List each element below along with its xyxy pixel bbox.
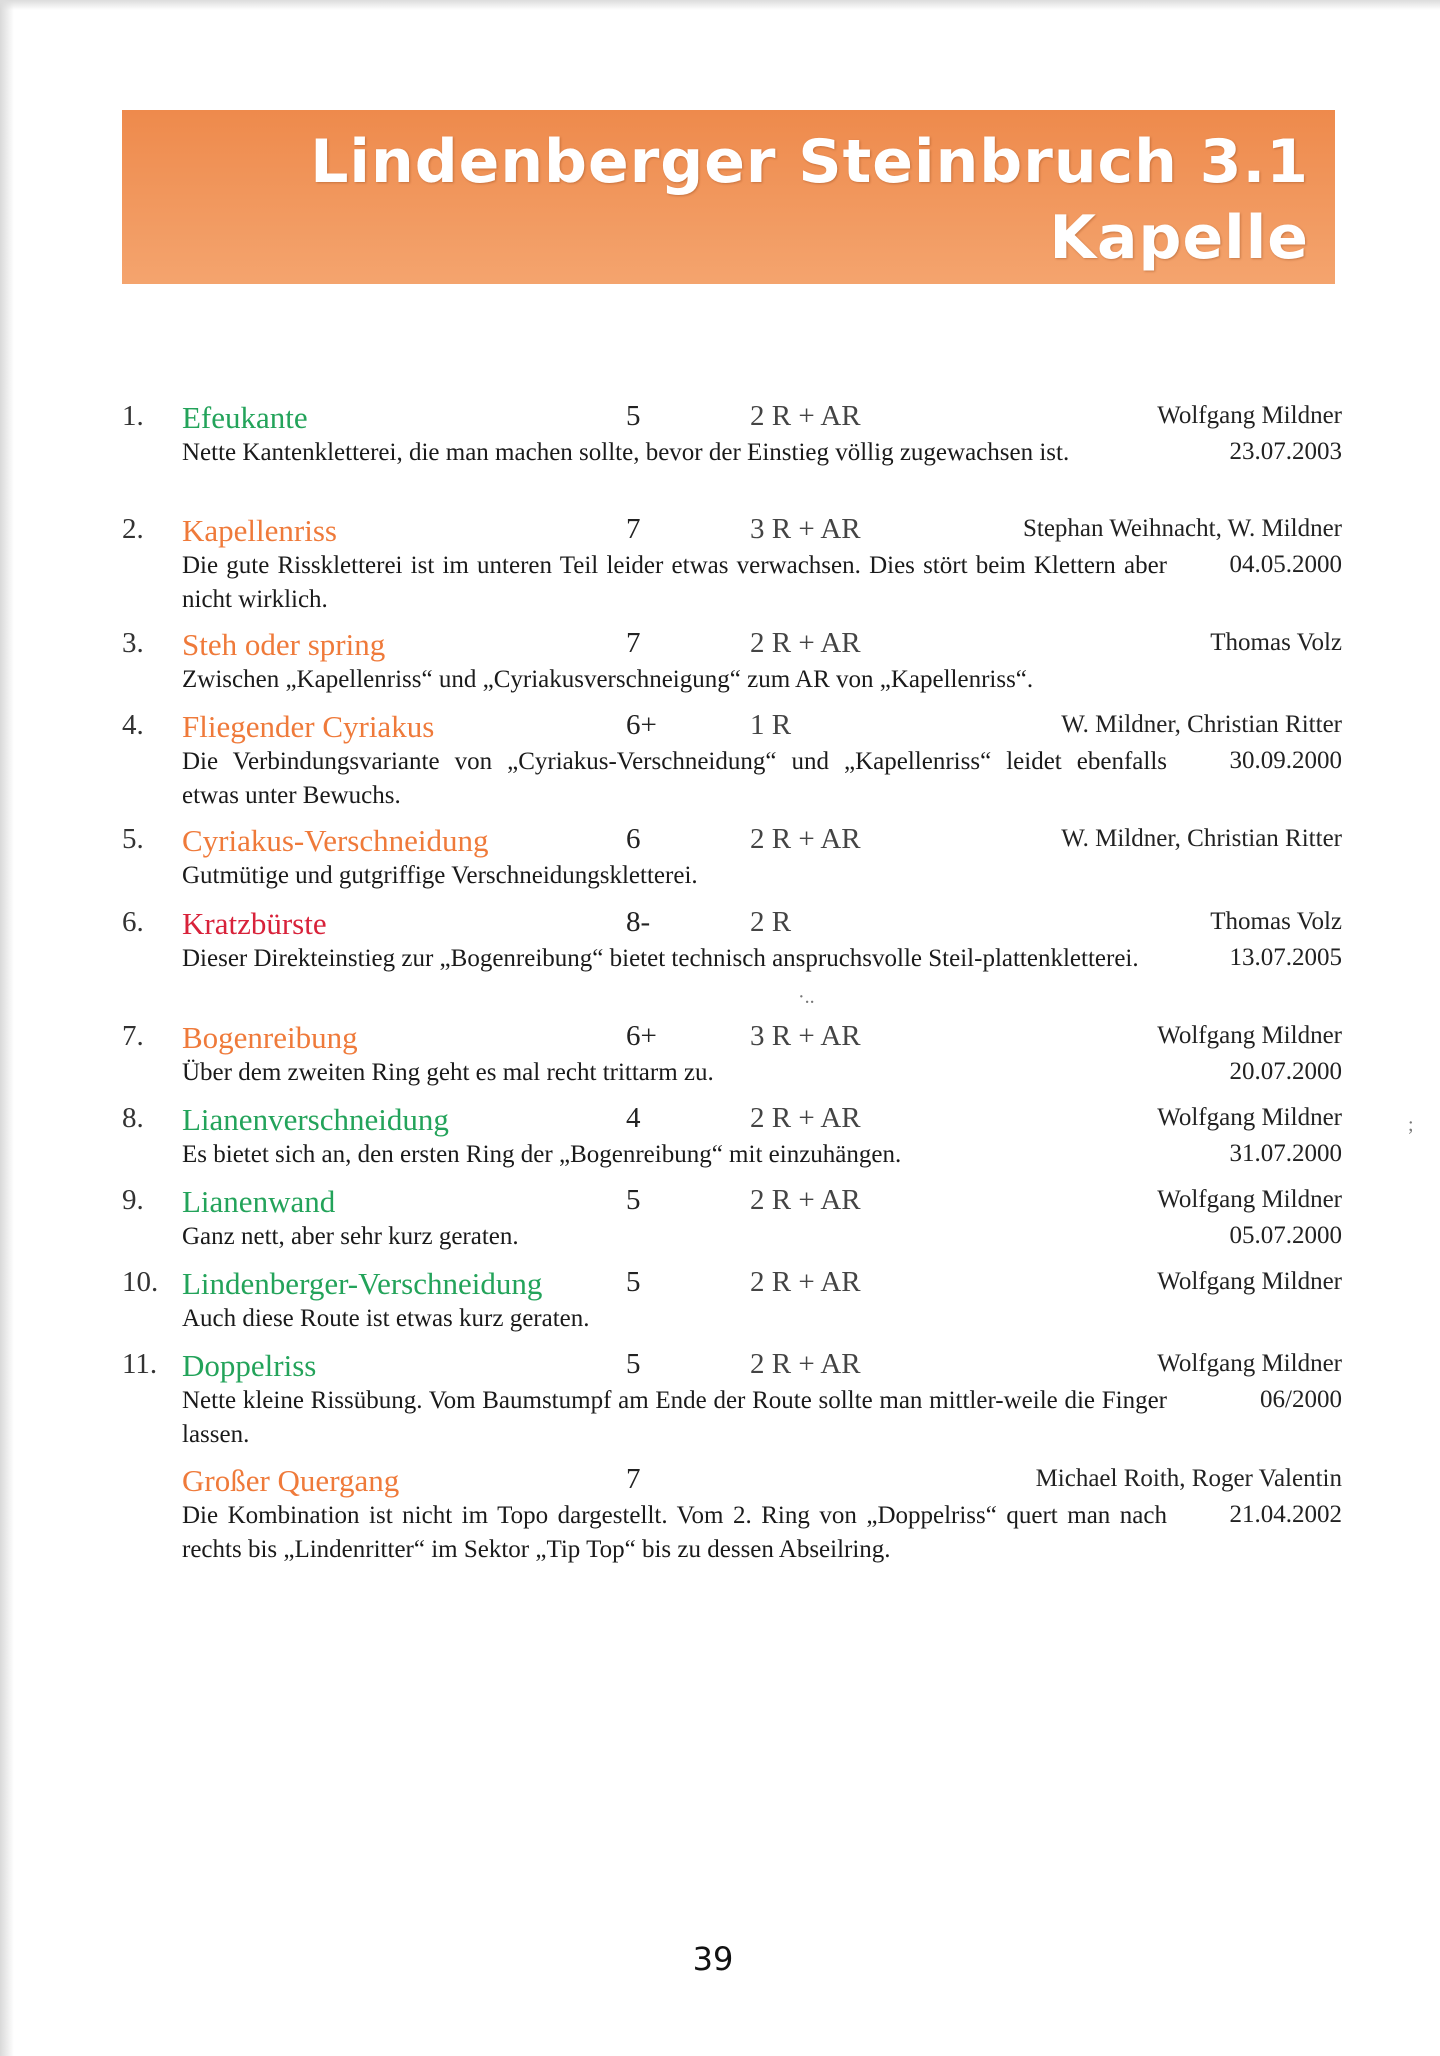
route-protection: 2 R + AR bbox=[750, 627, 861, 659]
route-description: Es bietet sich an, den ersten Ring der „Bogenreibung“ mit einzuhängen. bbox=[182, 1141, 902, 1168]
route-grade: 6+ bbox=[626, 709, 657, 741]
route-date: 21.04.2002 bbox=[1229, 1501, 1342, 1528]
route-grade: 8- bbox=[626, 906, 651, 938]
route-first-ascent: Wolfgang Mildner bbox=[1157, 1022, 1342, 1049]
route-name: Lianenwand bbox=[182, 1184, 336, 1219]
scan-speck: ; bbox=[1408, 1114, 1414, 1136]
route-name: Kapellenriss bbox=[182, 513, 337, 548]
route-number: 11. bbox=[122, 1348, 158, 1380]
route-number: 10. bbox=[122, 1266, 159, 1298]
route-number: 2. bbox=[122, 513, 144, 545]
route-grade: 7 bbox=[626, 513, 641, 545]
route-name: Kratzbürste bbox=[182, 906, 327, 941]
route-name: Cyriakus-Verschneidung bbox=[182, 823, 489, 858]
route-date: 20.07.2000 bbox=[1229, 1058, 1342, 1085]
route-first-ascent: Thomas Volz bbox=[1210, 908, 1342, 935]
route-grade: 5 bbox=[626, 1184, 641, 1216]
route-number: 1. bbox=[122, 400, 144, 432]
route-date: 30.09.2000 bbox=[1229, 747, 1342, 774]
route-name: Fliegender Cyriakus bbox=[182, 709, 435, 744]
route-description: Ganz nett, aber sehr kurz geraten. bbox=[182, 1223, 519, 1250]
route-protection: 2 R + AR bbox=[750, 1184, 861, 1216]
route-name: Doppelriss bbox=[182, 1348, 317, 1383]
route-protection: 2 R + AR bbox=[750, 1266, 861, 1298]
page-subtitle: Kapelle bbox=[1049, 203, 1309, 273]
route-description: Nette Kantenkletterei, die man machen sollte, bevor der Einstieg völlig zugewachsen ist. bbox=[182, 439, 1070, 466]
route-description: Auch diese Route ist etwas kurz geraten. bbox=[182, 1305, 590, 1332]
route-number: 4. bbox=[122, 709, 144, 741]
route-protection: 2 R + AR bbox=[750, 1348, 861, 1380]
route-first-ascent: Wolfgang Mildner bbox=[1157, 1104, 1342, 1131]
route-protection: 2 R + AR bbox=[750, 1102, 861, 1134]
route-name: Bogenreibung bbox=[182, 1020, 358, 1055]
route-protection: 2 R + AR bbox=[750, 400, 861, 432]
route-grade: 4 bbox=[626, 1102, 641, 1134]
route-first-ascent: Michael Roith, Roger Valentin bbox=[1035, 1465, 1342, 1492]
route-grade: 6+ bbox=[626, 1020, 657, 1052]
route-date: 13.07.2005 bbox=[1229, 944, 1342, 971]
route-number: 7. bbox=[122, 1020, 144, 1052]
route-description: Die Verbindungsvariante von „Cyriakus-Verschneidung“ und „Kapellenriss“ leidet ebenfalls etwas unter Bewuchs. bbox=[182, 748, 1167, 809]
route-date: 31.07.2000 bbox=[1229, 1140, 1342, 1167]
route-grade: 6 bbox=[626, 823, 641, 855]
route-protection: 3 R + AR bbox=[750, 1020, 861, 1052]
route-grade: 5 bbox=[626, 1266, 641, 1298]
route-number: 6. bbox=[122, 906, 144, 938]
route-date: 05.07.2000 bbox=[1229, 1222, 1342, 1249]
route-first-ascent: Wolfgang Mildner bbox=[1157, 1350, 1342, 1377]
route-date: 04.05.2000 bbox=[1229, 551, 1342, 578]
route-description: Die Kombination ist nicht im Topo dargestellt. Vom 2. Ring von „Doppelriss“ quert man nach rechts bis „Lindenritter“ im Sektor „Tip Top“ bis zu dessen Abseilring. bbox=[182, 1502, 1167, 1563]
route-protection: 1 R bbox=[750, 709, 792, 741]
scan-edge-shadow-left bbox=[0, 0, 14, 2056]
title-banner bbox=[122, 110, 1335, 284]
route-description: Zwischen „Kapellenriss“ und „Cyriakusverschneigung“ zum AR von „Kapellenriss“. bbox=[182, 666, 1034, 693]
route-name: Steh oder spring bbox=[182, 627, 386, 662]
route-date: 23.07.2003 bbox=[1229, 438, 1342, 465]
route-grade: 5 bbox=[626, 1348, 641, 1380]
route-protection: 3 R + AR bbox=[750, 513, 861, 545]
route-date: 06/2000 bbox=[1260, 1386, 1342, 1413]
route-name: Efeukante bbox=[182, 400, 308, 435]
route-grade: 7 bbox=[626, 1463, 641, 1495]
route-name: Großer Quergang bbox=[182, 1463, 400, 1498]
route-description: Über dem zweiten Ring geht es mal recht trittarm zu. bbox=[182, 1059, 714, 1086]
route-number: 5. bbox=[122, 823, 144, 855]
route-first-ascent: Wolfgang Mildner bbox=[1157, 1268, 1342, 1295]
page-title: Lindenberger Steinbruch 3.1 bbox=[310, 127, 1309, 197]
route-number: 3. bbox=[122, 627, 144, 659]
route-description: Die gute Risskletterei ist im unteren Teil leider etwas verwachsen. Dies stört beim Klettern aber nicht wirklich. bbox=[182, 552, 1167, 613]
route-first-ascent: W. Mildner, Christian Ritter bbox=[1061, 825, 1342, 852]
route-number: 8. bbox=[122, 1102, 144, 1134]
scan-speck: ·.. bbox=[798, 986, 815, 1008]
route-description: Dieser Direkteinstieg zur „Bogenreibung“ bietet technisch anspruchsvolle Steil-plattenkletterei. bbox=[182, 945, 1139, 972]
route-first-ascent: Wolfgang Mildner bbox=[1157, 402, 1342, 429]
page-number: 39 bbox=[692, 1940, 734, 1978]
route-first-ascent: W. Mildner, Christian Ritter bbox=[1061, 711, 1342, 738]
route-first-ascent: Thomas Volz bbox=[1210, 629, 1342, 656]
route-description: Nette kleine Rissübung. Vom Baumstumpf am Ende der Route sollte man mittler-weile die Finger lassen. bbox=[182, 1387, 1167, 1448]
route-protection: 2 R bbox=[750, 906, 792, 938]
route-first-ascent: Stephan Weihnacht, W. Mildner bbox=[1022, 515, 1342, 542]
route-description: Gutmütige und gutgriffige Verschneidungskletterei. bbox=[182, 862, 698, 889]
scan-edge-shadow-top bbox=[0, 0, 1440, 10]
route-first-ascent: Wolfgang Mildner bbox=[1157, 1186, 1342, 1213]
route-number: 9. bbox=[122, 1184, 144, 1216]
route-protection: 2 R + AR bbox=[750, 823, 861, 855]
route-grade: 5 bbox=[626, 400, 641, 432]
route-name: Lianenverschneidung bbox=[182, 1102, 449, 1137]
route-grade: 7 bbox=[626, 627, 641, 659]
route-name: Lindenberger-Verschneidung bbox=[182, 1266, 543, 1301]
